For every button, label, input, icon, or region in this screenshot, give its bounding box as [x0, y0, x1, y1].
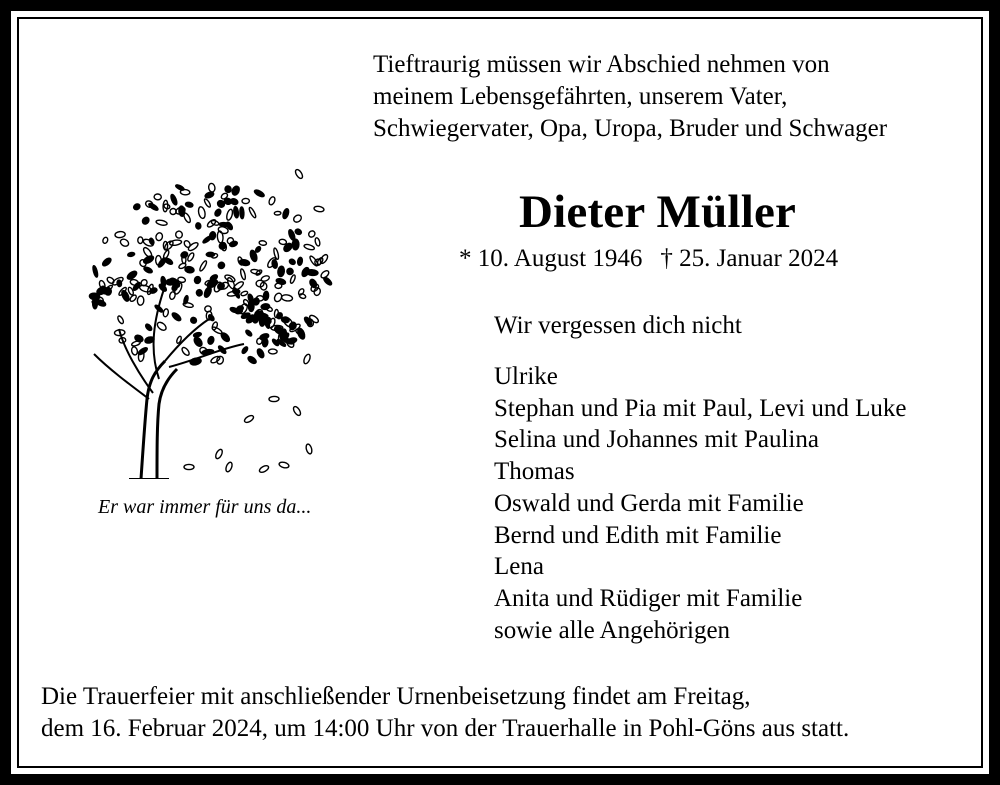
- funeral-info: [41, 681, 849, 745]
- intro-line: Tieftraurig müssen wir Abschied nehmen von: [373, 51, 830, 78]
- family-member: Oswald und Gerda mit Familie: [494, 489, 804, 517]
- motto: Wir vergessen dich nicht: [494, 312, 742, 339]
- family-member: Anita und Rüdiger mit Familie: [494, 584, 803, 612]
- notice-inner-border: [17, 17, 983, 768]
- deceased-name: Dieter Müller: [519, 186, 797, 238]
- notice-frame: [11, 11, 989, 774]
- funeral-info-line: dem 16. Februar 2024, um 14:00 Uhr von der Trauerhalle in Pohl-Göns aus statt.: [41, 715, 850, 742]
- family-member: Stephan und Pia mit Paul, Levi und Luke: [494, 394, 907, 422]
- family-member: Bernd und Edith mit Familie: [494, 521, 782, 549]
- intro-line: Schwiegervater, Opa, Uropa, Bruder und Schwager: [373, 115, 888, 142]
- family-list: [494, 361, 906, 646]
- death-date: † 25. Januar 2024: [660, 245, 839, 272]
- family-member: Lena: [494, 553, 544, 581]
- wind-blown-tree-icon: [69, 149, 339, 479]
- family-member: Ulrike: [494, 363, 558, 390]
- family-member: Thomas: [494, 458, 575, 486]
- intro-text: [373, 49, 973, 145]
- life-dates: [459, 245, 838, 273]
- family-member: sowie alle Angehörigen: [494, 616, 731, 644]
- intro-line: meinem Lebensgefährten, unserem Vater,: [373, 83, 788, 110]
- tree-caption: Er war immer für uns da...: [98, 496, 312, 518]
- birth-date: * 10. August 1946: [459, 245, 643, 272]
- funeral-info-line: Die Trauerfeier mit anschließender Urnenbeisetzung findet am Freitag,: [41, 683, 751, 710]
- family-member: Selina und Johannes mit Paulina: [494, 426, 819, 454]
